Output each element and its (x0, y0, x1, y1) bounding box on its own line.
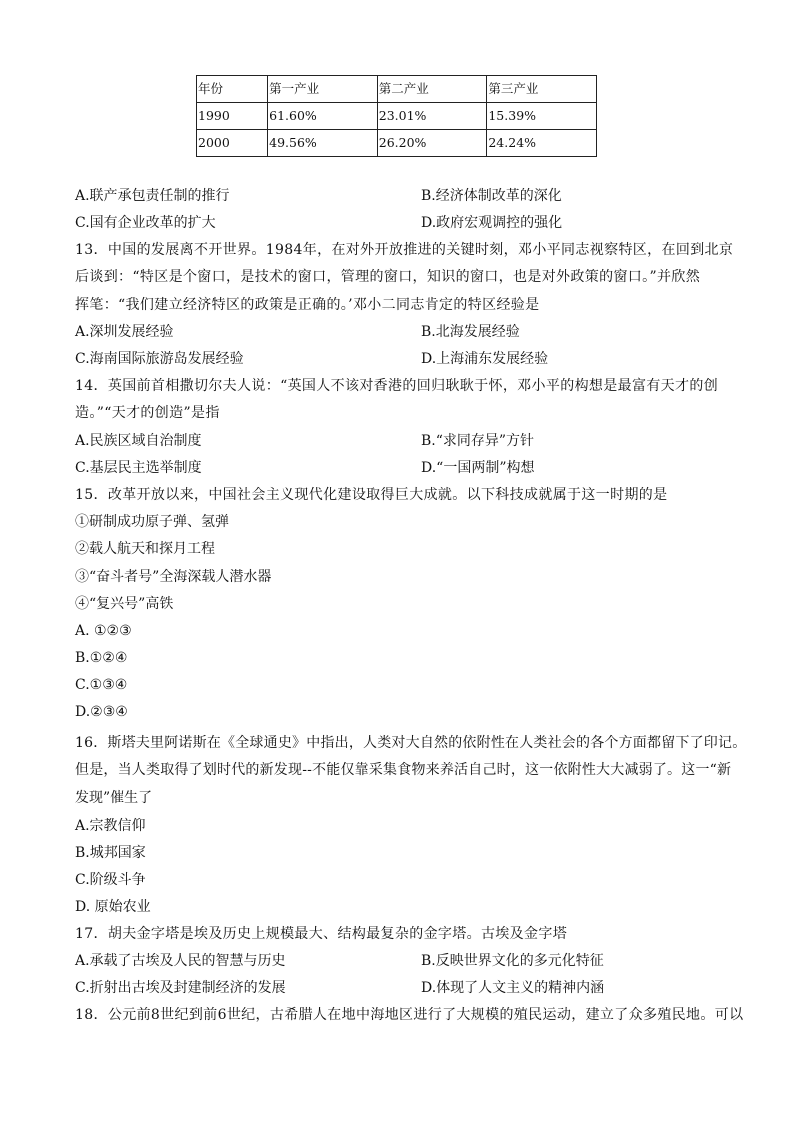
table-header-cell: 年份 (197, 76, 268, 103)
option-b: B.城邦国家 (75, 845, 146, 861)
option-a: A.联产承包责任制的推行 (75, 188, 230, 204)
option-d: D.②③④ (75, 704, 128, 720)
table-header-cell: 第二产业 (377, 76, 487, 103)
table-row (197, 130, 597, 157)
table-cell: 24.24% (487, 130, 597, 157)
question-14-stem: 14．英国前首相撒切尔夫人说：“英国人不该对香港的回归耿耿于怀，邓小平的构想是最富有天才的创 (75, 378, 719, 394)
industry-share-table (196, 75, 597, 157)
option-b: B.经济体制改革的深化 (421, 188, 562, 204)
option-d: D.上海浦东发展经验 (421, 351, 549, 367)
question-17-stem: 17．胡夫金字塔是埃及历史上规模最大、结构最复杂的金字塔。古埃及金字塔 (75, 926, 568, 942)
list-item: ④“复兴号”高铁 (75, 596, 174, 612)
question-13-stem: 挥笔：“我们建立经济特区的政策是正确的。’邓小二同志肯定的特区经验是 (75, 297, 540, 313)
option-a: A.深圳发展经验 (75, 324, 174, 340)
question-16-stem: 但是，当人类取得了划时代的新发现--不能仅靠采集食物来养活自己时，这一依附性大大减弱了。这一“新 (75, 762, 732, 778)
option-c: C.基层民主选举制度 (75, 460, 202, 476)
table-row (197, 103, 597, 130)
option-a: A.承载了古埃及人民的智慧与历史 (75, 953, 286, 969)
option-b: B.“求同存异”方针 (421, 433, 535, 449)
option-a: A.宗教信仰 (75, 818, 146, 834)
question-16-stem: 发现”催生了 (75, 790, 153, 806)
question-18-stem: 18．公元前8世纪到前6世纪，古希腊人在地中海地区进行了大规模的殖民运动，建立了众多殖民地。可以 (75, 1007, 744, 1023)
list-item: ①研制成功原子弹、氢弹 (75, 514, 229, 530)
option-d: D. 原始农业 (75, 899, 151, 915)
option-c: C.国有企业改革的扩大 (75, 215, 216, 231)
option-c: C.阶级斗争 (75, 872, 146, 888)
option-a: A. ①②③ (75, 623, 132, 639)
question-15-stem: 15．改革开放以来，中国社会主义现代化建设取得巨大成就。以下科技成就属于这一时期的是 (75, 487, 668, 503)
question-13-stem: 13．中国的发展离不开世界。1984年，在对外开放推进的关键时刻，邓小平同志视察特区，在回到北京 (75, 242, 734, 258)
table-header-cell: 第三产业 (487, 76, 597, 103)
option-c: C.①③④ (75, 677, 128, 693)
table-cell: 2000 (197, 130, 268, 157)
option-b: B.反映世界文化的多元化特征 (421, 953, 604, 969)
list-item: ②载人航天和探月工程 (75, 541, 215, 557)
option-b: B.①②④ (75, 650, 128, 666)
table-cell: 15.39% (487, 103, 597, 130)
option-c: C.海南国际旅游岛发展经验 (75, 351, 244, 367)
table-cell: 49.56% (268, 130, 378, 157)
table-header-row (197, 76, 597, 103)
list-item: ③“奋斗者号”全海深载人潜水器 (75, 569, 272, 585)
option-b: B.北海发展经验 (421, 324, 520, 340)
table-cell: 61.60% (268, 103, 378, 130)
question-16-stem: 16．斯塔夫里阿诺斯在《全球通史》中指出，人类对大自然的依附性在人类社会的各个方面都留下了印记。 (75, 735, 747, 751)
option-d: D.体现了人文主义的精神内涵 (421, 980, 605, 996)
table-cell: 23.01% (377, 103, 487, 130)
table-header-cell: 第一产业 (268, 76, 378, 103)
table-cell: 26.20% (377, 130, 487, 157)
question-14-stem: 造。”“天才的创造”是指 (75, 405, 220, 421)
option-a: A.民族区域自治制度 (75, 433, 202, 449)
option-c: C.折射出古埃及封建制经济的发展 (75, 980, 286, 996)
question-13-stem: 后谈到：“特区是个窗口，是技术的窗口，管理的窗口，知识的窗口，也是对外政策的窗口。”并欣然 (75, 269, 701, 285)
table-cell: 1990 (197, 103, 268, 130)
option-d: D.“一国两制”构想 (421, 460, 535, 476)
option-d: D.政府宏观调控的强化 (421, 215, 563, 231)
